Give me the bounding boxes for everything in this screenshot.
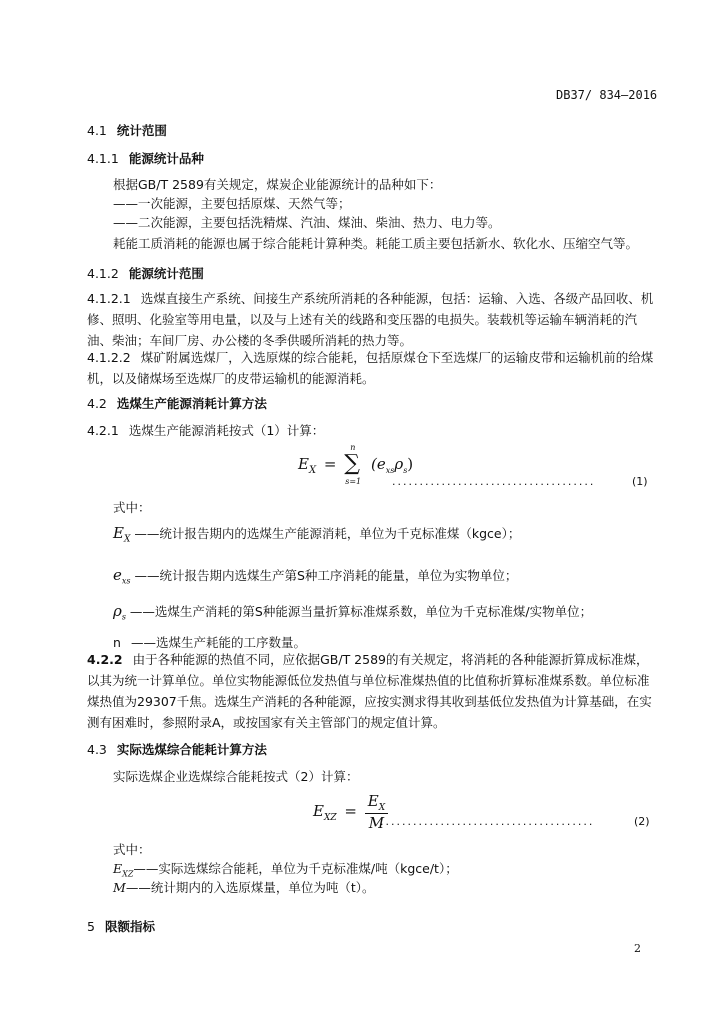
section-title: 限额指标: [104, 919, 155, 934]
clause-number: 4.2.1: [87, 423, 119, 438]
section-4-1-heading: [87, 121, 167, 139]
equation-1: [298, 443, 414, 486]
symbol-subscript: s: [121, 612, 126, 622]
sum-lower-limit: s=1: [345, 477, 362, 486]
section-number: 4.1.1: [87, 151, 119, 166]
section-number: 4.1.2: [87, 266, 119, 281]
equation-lhs: E: [298, 455, 309, 473]
definition-text: ——选煤生产耗能的工序数量。: [130, 635, 306, 650]
summation-symbol: [344, 443, 366, 486]
equals-sign: =: [344, 802, 357, 820]
section-4-1-2-heading: [87, 264, 204, 282]
section-number: 5: [87, 919, 95, 934]
sigma-glyph: ∑: [344, 451, 360, 476]
where-label: 式中：: [113, 500, 151, 515]
paragraph-line: 实际选煤企业选煤综合能耗按式（2）计算：: [113, 769, 359, 784]
equation-leader-dots: .....................................: [392, 475, 596, 488]
equation-body: $(e_{xs}\rho_s)$: [371, 455, 414, 475]
section-4-2-heading: [87, 394, 267, 412]
section-title: 能源统计品种: [128, 151, 204, 166]
equation-lhs-subscript: XZ: [323, 813, 337, 823]
section-title: 能源统计范围: [128, 266, 204, 281]
sum-upper-limit: n: [350, 443, 356, 452]
equation-lhs: E: [313, 802, 324, 820]
symbol-subscript: xs: [121, 576, 131, 586]
clause-number: 4.2.2: [87, 652, 123, 667]
definition-exs: [113, 566, 517, 586]
definition-exz: [113, 859, 458, 879]
fraction-denominator: M: [368, 814, 385, 832]
list-item: ——二次能源，主要包括洗精煤、汽油、煤油、柴油、热力、电力等。: [113, 215, 501, 230]
equation-lhs-subscript: X: [308, 465, 317, 476]
symbol: E: [113, 861, 123, 876]
equation-number: (1): [632, 475, 648, 488]
section-4-1-1-heading: [87, 149, 204, 167]
definition-text: ——实际选煤综合能耗，单位为千克标准煤/吨（kgce/t）；: [133, 861, 458, 876]
section-number: 4.2: [87, 396, 107, 411]
where-label: 式中：: [113, 842, 151, 857]
equation-2: [313, 792, 388, 832]
clause-4-2-1: [87, 421, 324, 439]
equals-sign: =: [323, 455, 337, 473]
clause-text: 选煤直接生产系统、间接生产系统所消耗的各种能源，包括：运输、入选、各级产品回收、机修、照明、化验室等用电量，以及与上述有关的线路和变压器的电损失。装载机等运输车辆消耗的汽油、柴油；车间厂房、办公楼的冬季供暖所消耗的热力等。: [87, 291, 654, 348]
clause-number: 4.1.2.2: [87, 350, 131, 365]
clause-4-2-2: [87, 649, 657, 733]
clause-number: 4.1.2.1: [87, 291, 131, 306]
definition-text: ——统计期内的入选原煤量，单位为吨（t）。: [125, 880, 375, 895]
section-number: 4.3: [87, 742, 107, 757]
section-4-3-heading: [87, 740, 267, 758]
symbol: ρ: [113, 602, 122, 620]
document-code: DB37/ 834—2016: [556, 88, 658, 102]
page-number: 2: [634, 942, 641, 955]
symbol: e: [113, 566, 122, 584]
definition-m: [113, 878, 374, 896]
list-item: ——一次能源，主要包括原煤、天然气等；: [113, 196, 351, 211]
definition-text: ——统计报告期内的选煤生产能源消耗，单位为千克标准煤（kgce）；: [134, 526, 521, 541]
section-title: 选煤生产能源消耗计算方法: [116, 396, 267, 411]
equation-leader-dots: .......................................: [380, 815, 595, 828]
symbol-subscript: X: [123, 534, 131, 545]
definition-ex: [113, 524, 520, 545]
section-number: 4.1: [87, 123, 107, 138]
clause-text: 选煤生产能源消耗按式（1）计算：: [128, 423, 325, 438]
section-title: 统计范围: [116, 123, 167, 138]
equation-number: (2): [634, 815, 650, 828]
clause-text: 由于各种能源的热值不同，应依据GB/T 2589的有关规定，将消耗的各种能源折算成标准煤，以其为统一计算单位。单位实物能源低位发热值与单位标准煤热值的比值称折算标准煤系数。单位标准煤热值为29307千焦。选煤生产消耗的各种能源，应按实测求得其收到基低位发热值为计算基础，在实测有困难时，参照附录A，或按国家有关主管部门的规定值计算。: [87, 652, 652, 730]
definition-text: ——选煤生产消耗的第S种能源当量折算标准煤系数，单位为千克标准煤/实物单位；: [129, 604, 593, 619]
paragraph-line: 耗能工质消耗的能源也属于综合能耗计算种类。耗能工质主要包括新水、软化水、压缩空气等。: [113, 236, 639, 251]
clause-text: 煤矿附属选煤厂，入选原煤的综合能耗，包括原煤仓下至选煤厂的运输皮带和运输机前的给煤机，以及储煤场至选煤厂的皮带运输机的能源消耗。: [87, 350, 654, 386]
symbol: E: [113, 524, 124, 542]
definition-text: ——统计报告期内选煤生产第S种工序消耗的能量，单位为实物单位；: [134, 568, 518, 583]
symbol: n: [113, 635, 121, 650]
paragraph-line: 根据GB/T 2589有关规定，煤炭企业能源统计的品种如下：: [113, 177, 442, 192]
symbol: M: [113, 880, 126, 895]
symbol-subscript: XZ: [122, 869, 134, 879]
definition-rho: [113, 602, 592, 622]
clause-4-1-2-1: [87, 288, 657, 351]
section-title: 实际选煤综合能耗计算方法: [116, 742, 267, 757]
clause-4-1-2-2: [87, 347, 657, 389]
section-5-heading: [87, 917, 155, 935]
fraction-numerator: $E_X$: [365, 792, 388, 814]
